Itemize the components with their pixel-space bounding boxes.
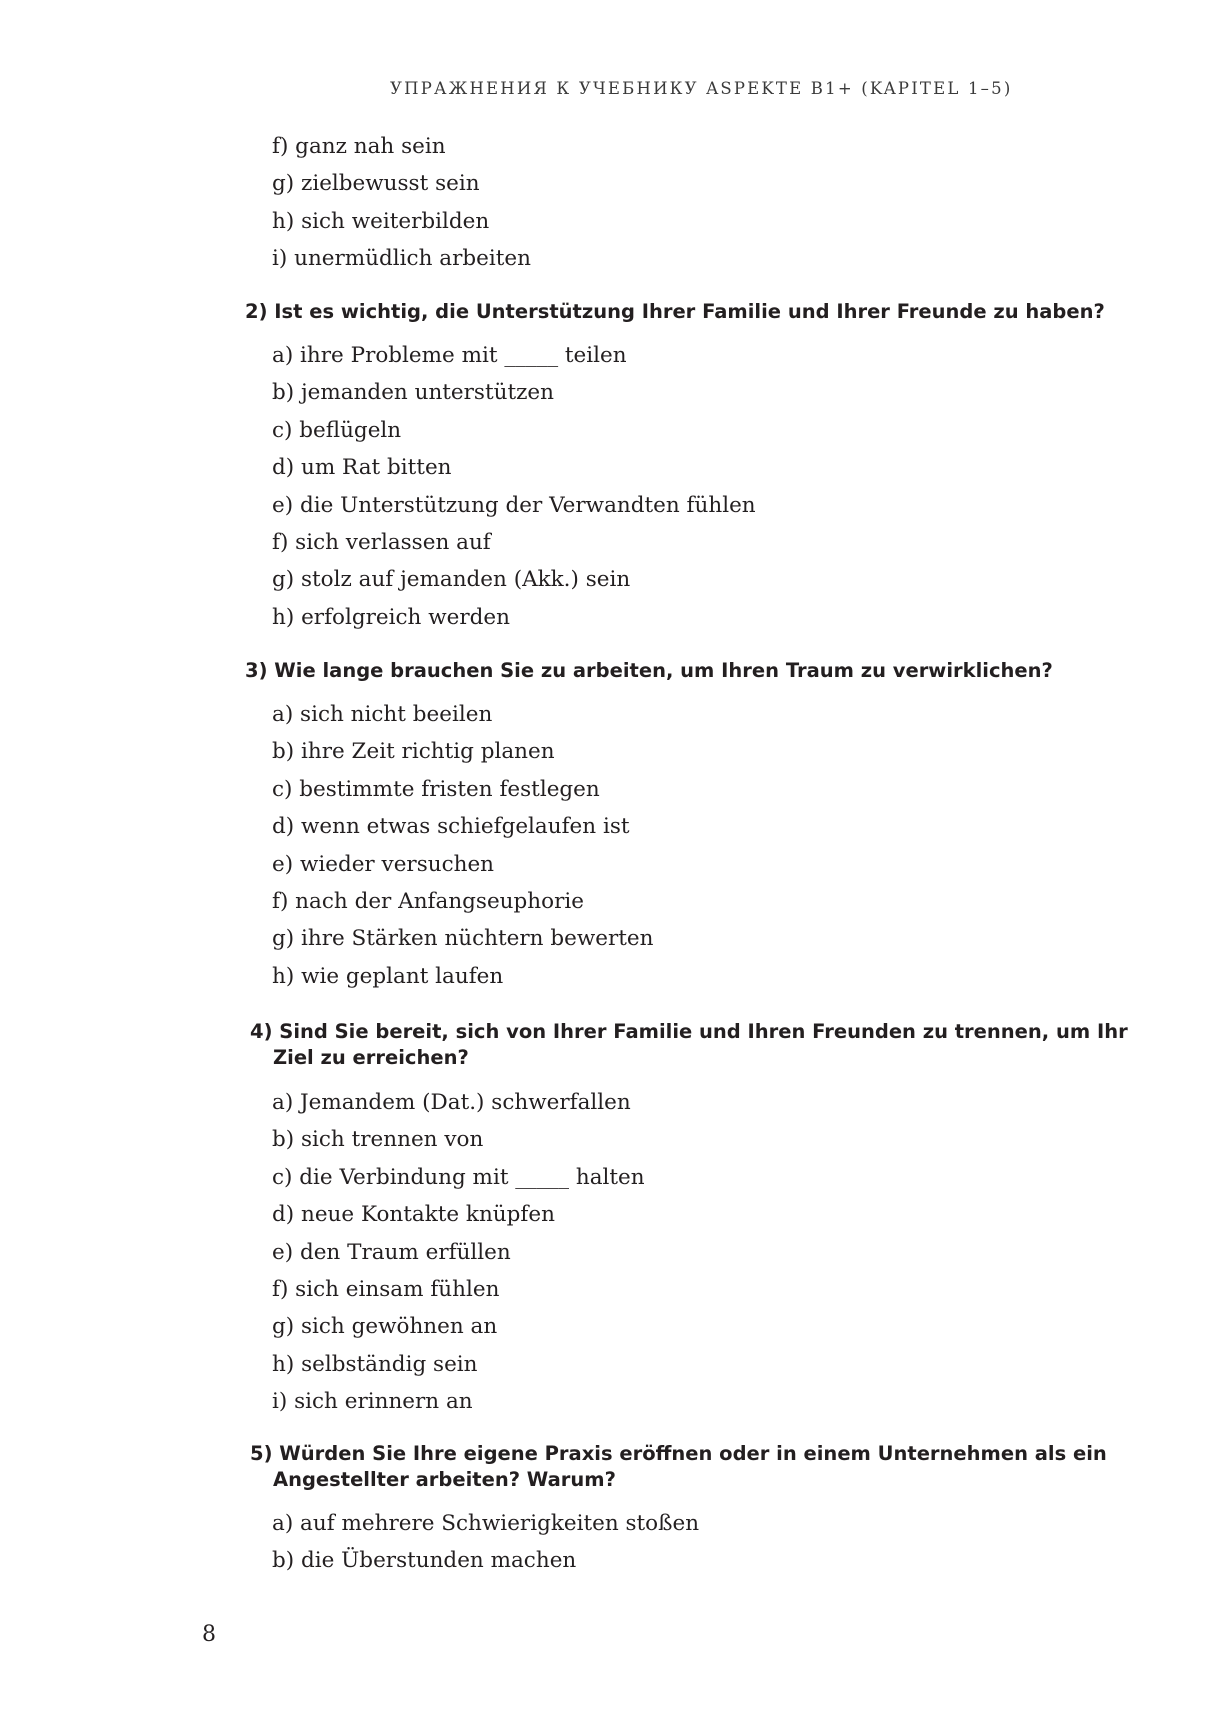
list-item: g) sich gewöhnen an [272,1314,498,1340]
question-5-answer-list [272,1505,699,1580]
question-2-heading [245,299,1105,325]
list-item: b) jemanden unterstützen [272,380,554,406]
question-number: 3) [245,659,268,682]
list-item: b) die Überstunden machen [272,1548,577,1574]
question-2-answer-list [272,337,756,636]
list-item: c) beflügeln [272,417,402,443]
list-item: h) erfolgreich werden [272,604,510,630]
list-item: h) sich weiterbilden [272,208,490,234]
list-item: f) ganz nah sein [272,134,446,159]
question-text-line-2: Ziel zu erreichen? [273,1046,469,1069]
question-text-line-2: Angestellter arbeiten? Warum? [273,1468,616,1491]
list-item: b) sich trennen von [272,1127,484,1153]
list-item: g) ihre Stärken nüchtern bewerten [272,926,654,952]
question-3-heading [245,658,1053,684]
list-item: c) bestimmte fristen festlegen [272,776,600,802]
question-number: 5) [250,1442,273,1465]
list-item: a) auf mehrere Schwierigkeiten stoßen [272,1511,700,1536]
question-text-line-1: Sind Sie bereit, sich von Ihrer Familie und Ihren Freunden zu trennen, um Ihr [279,1020,1128,1043]
list-item: e) den Traum erfüllen [272,1239,511,1265]
list-item: a) sich nicht beeilen [272,702,493,727]
question-number: 2) [245,300,268,323]
list-item: f) sich einsam fühlen [272,1276,500,1302]
question-text: Wie lange brauchen Sie zu arbeiten, um Ihren Traum zu verwirklichen? [274,659,1053,682]
list-item: i) sich erinnern an [272,1389,473,1415]
list-item: e) die Unterstützung der Verwandten fühlen [272,492,756,518]
list-item: g) stolz auf jemanden (Akk.) sein [272,567,631,593]
list-item: a) Jemandem (Dat.) schwerfallen [272,1090,631,1115]
list-item: d) wenn etwas schiefgelaufen ist [272,814,630,840]
list-item: h) selbständig sein [272,1351,478,1377]
page-number: 8 [202,1622,216,1647]
list-item: b) ihre Zeit richtig planen [272,739,555,765]
list-item: d) um Rat bitten [272,455,452,481]
question-number: 4) [250,1020,273,1043]
question-5-heading [250,1441,1107,1493]
list-item: c) die Verbindung mit _____ halten [272,1164,645,1190]
list-item: f) nach der Anfangseuphorie [272,888,584,914]
question-text: Ist es wichtig, die Unterstützung Ihrer Familie und Ihrer Freunde zu haben? [274,300,1105,323]
continued-answer-list [272,128,531,278]
question-4-answer-list [272,1084,645,1421]
list-item: a) ihre Probleme mit _____ teilen [272,343,627,368]
question-text-line-1: Würden Sie Ihre eigene Praxis eröffnen oder in einem Unternehmen als ein [279,1442,1107,1465]
running-header: УПРАЖНЕНИЯ К УЧЕБНИКУ ASPEKTE B1+ (KAPITEL 1–5) [390,79,1013,98]
list-item: e) wieder versuchen [272,851,495,877]
list-item: i) unermüdlich arbeiten [272,246,531,272]
list-item: h) wie geplant laufen [272,963,504,989]
list-item: g) zielbewusst sein [272,171,480,197]
question-4-heading [250,1019,1128,1071]
question-3-answer-list [272,696,653,995]
list-item: f) sich verlassen auf [272,529,491,555]
list-item: d) neue Kontakte knüpfen [272,1202,555,1228]
